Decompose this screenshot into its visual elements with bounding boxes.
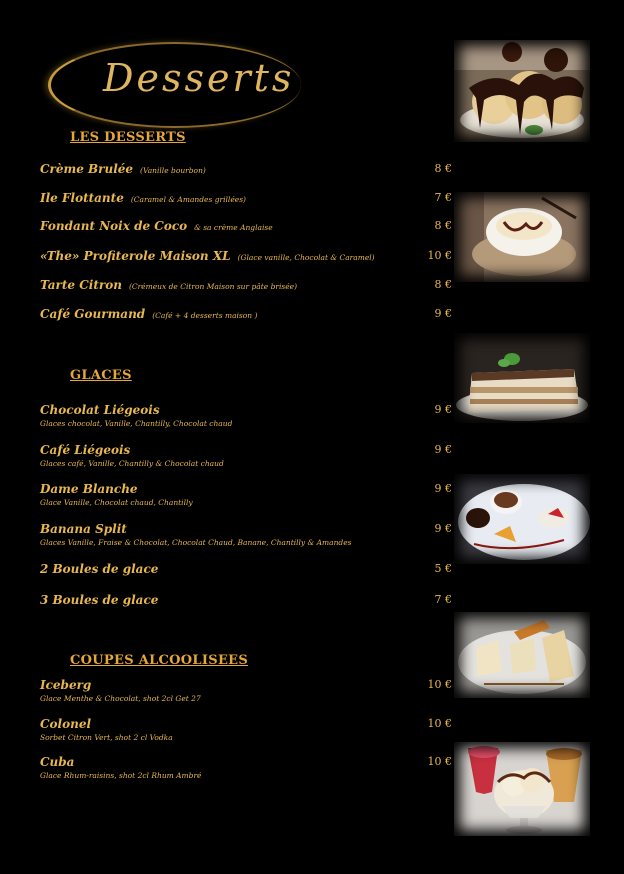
item-name: 3 Boules de glace: [40, 593, 159, 607]
profiterole-photo: [454, 40, 590, 142]
item-name: Dame Blanche: [40, 482, 138, 496]
item-price: 10 €: [427, 755, 452, 768]
item-name: Cuba: [40, 755, 75, 769]
item-desc: Glace Menthe & Chocolat, shot 2cl Get 27: [40, 694, 201, 703]
item-name: Café Liégeois: [40, 443, 131, 457]
item-price: 10 €: [427, 717, 452, 730]
menu-item: [40, 562, 452, 576]
menu-item: [40, 403, 452, 428]
menu-item: [40, 278, 452, 292]
item-price: 9 €: [434, 522, 452, 535]
item-desc: (Vanille bourbon): [140, 166, 206, 175]
item-desc: Glaces Vanille, Fraise & Chocolat, Chocolat Chaud, Banane, Chantilly & Amandes: [40, 538, 352, 547]
item-name: Café Gourmand: [40, 307, 146, 321]
menu-item: [40, 249, 452, 263]
item-desc: (Glace vanille, Chocolat & Caramel): [237, 253, 375, 262]
menu-item: [40, 162, 452, 176]
item-desc: (Café + 4 desserts maison ): [152, 311, 258, 320]
menu-item: [40, 717, 452, 742]
item-price: 10 €: [427, 249, 452, 262]
item-name: Fondant Noix de Coco: [40, 219, 188, 233]
item-price: 8 €: [434, 278, 452, 291]
menu-item: [40, 191, 452, 205]
item-desc: Glace Vanille, Chocolat chaud, Chantilly: [40, 498, 193, 507]
cafe-gourmand-photo: [454, 474, 590, 564]
item-price: 7 €: [434, 593, 452, 606]
item-price: 9 €: [434, 443, 452, 456]
item-price: 5 €: [434, 562, 452, 575]
menu-item: [40, 522, 452, 547]
menu-item: [40, 307, 452, 321]
item-name: Tarte Citron: [40, 278, 122, 292]
item-name: Chocolat Liégeois: [40, 403, 160, 417]
item-name: Ile Flottante: [40, 191, 124, 205]
item-price: 9 €: [434, 307, 452, 320]
menu-item: [40, 755, 452, 780]
section-title-coupes: COUPES ALCOOLISEES: [70, 653, 249, 668]
item-desc: (Caramel & Amandes grillées): [130, 195, 246, 204]
item-price: 7 €: [434, 191, 452, 204]
item-price: 9 €: [434, 482, 452, 495]
menu-item: [40, 219, 452, 233]
item-name: 2 Boules de glace: [40, 562, 159, 576]
item-price: 9 €: [434, 403, 452, 416]
item-name: Colonel: [40, 717, 92, 731]
page-title: Desserts: [103, 56, 295, 100]
tarte-photo: [454, 612, 590, 698]
item-desc: Sorbet Citron Vert, shot 2 cl Vodka: [40, 733, 173, 742]
item-name: Banana Split: [40, 522, 127, 536]
menu-item: [40, 482, 452, 507]
item-name: «The» Profiterole Maison XL: [40, 249, 231, 263]
ice-cream-bowl-photo: [454, 192, 590, 282]
item-price: 8 €: [434, 219, 452, 232]
item-desc: Glaces chocolat, Vanille, Chantilly, Chocolat chaud: [40, 419, 233, 428]
section-title-desserts: LES DESSERTS: [70, 130, 186, 145]
menu-item: [40, 593, 452, 607]
sundae-glasses-photo: [454, 742, 590, 836]
menu-item: [40, 678, 452, 703]
item-price: 10 €: [427, 678, 452, 691]
item-desc: (Crémeux de Citron Maison sur pâte brisée): [128, 282, 298, 291]
section-title-glaces: GLACES: [70, 368, 132, 383]
item-desc: & sa crème Anglaise: [194, 223, 273, 232]
logo: [48, 38, 338, 128]
item-name: Iceberg: [40, 678, 92, 692]
menu-item: [40, 443, 452, 468]
tiramisu-photo: [454, 333, 590, 423]
item-desc: Glace Rhum-raisins, shot 2cl Rhum Ambré: [40, 771, 202, 780]
item-price: 8 €: [434, 162, 452, 175]
item-desc: Glaces café, Vanille, Chantilly & Chocolat chaud: [40, 459, 224, 468]
item-name: Crème Brulée: [40, 162, 134, 176]
